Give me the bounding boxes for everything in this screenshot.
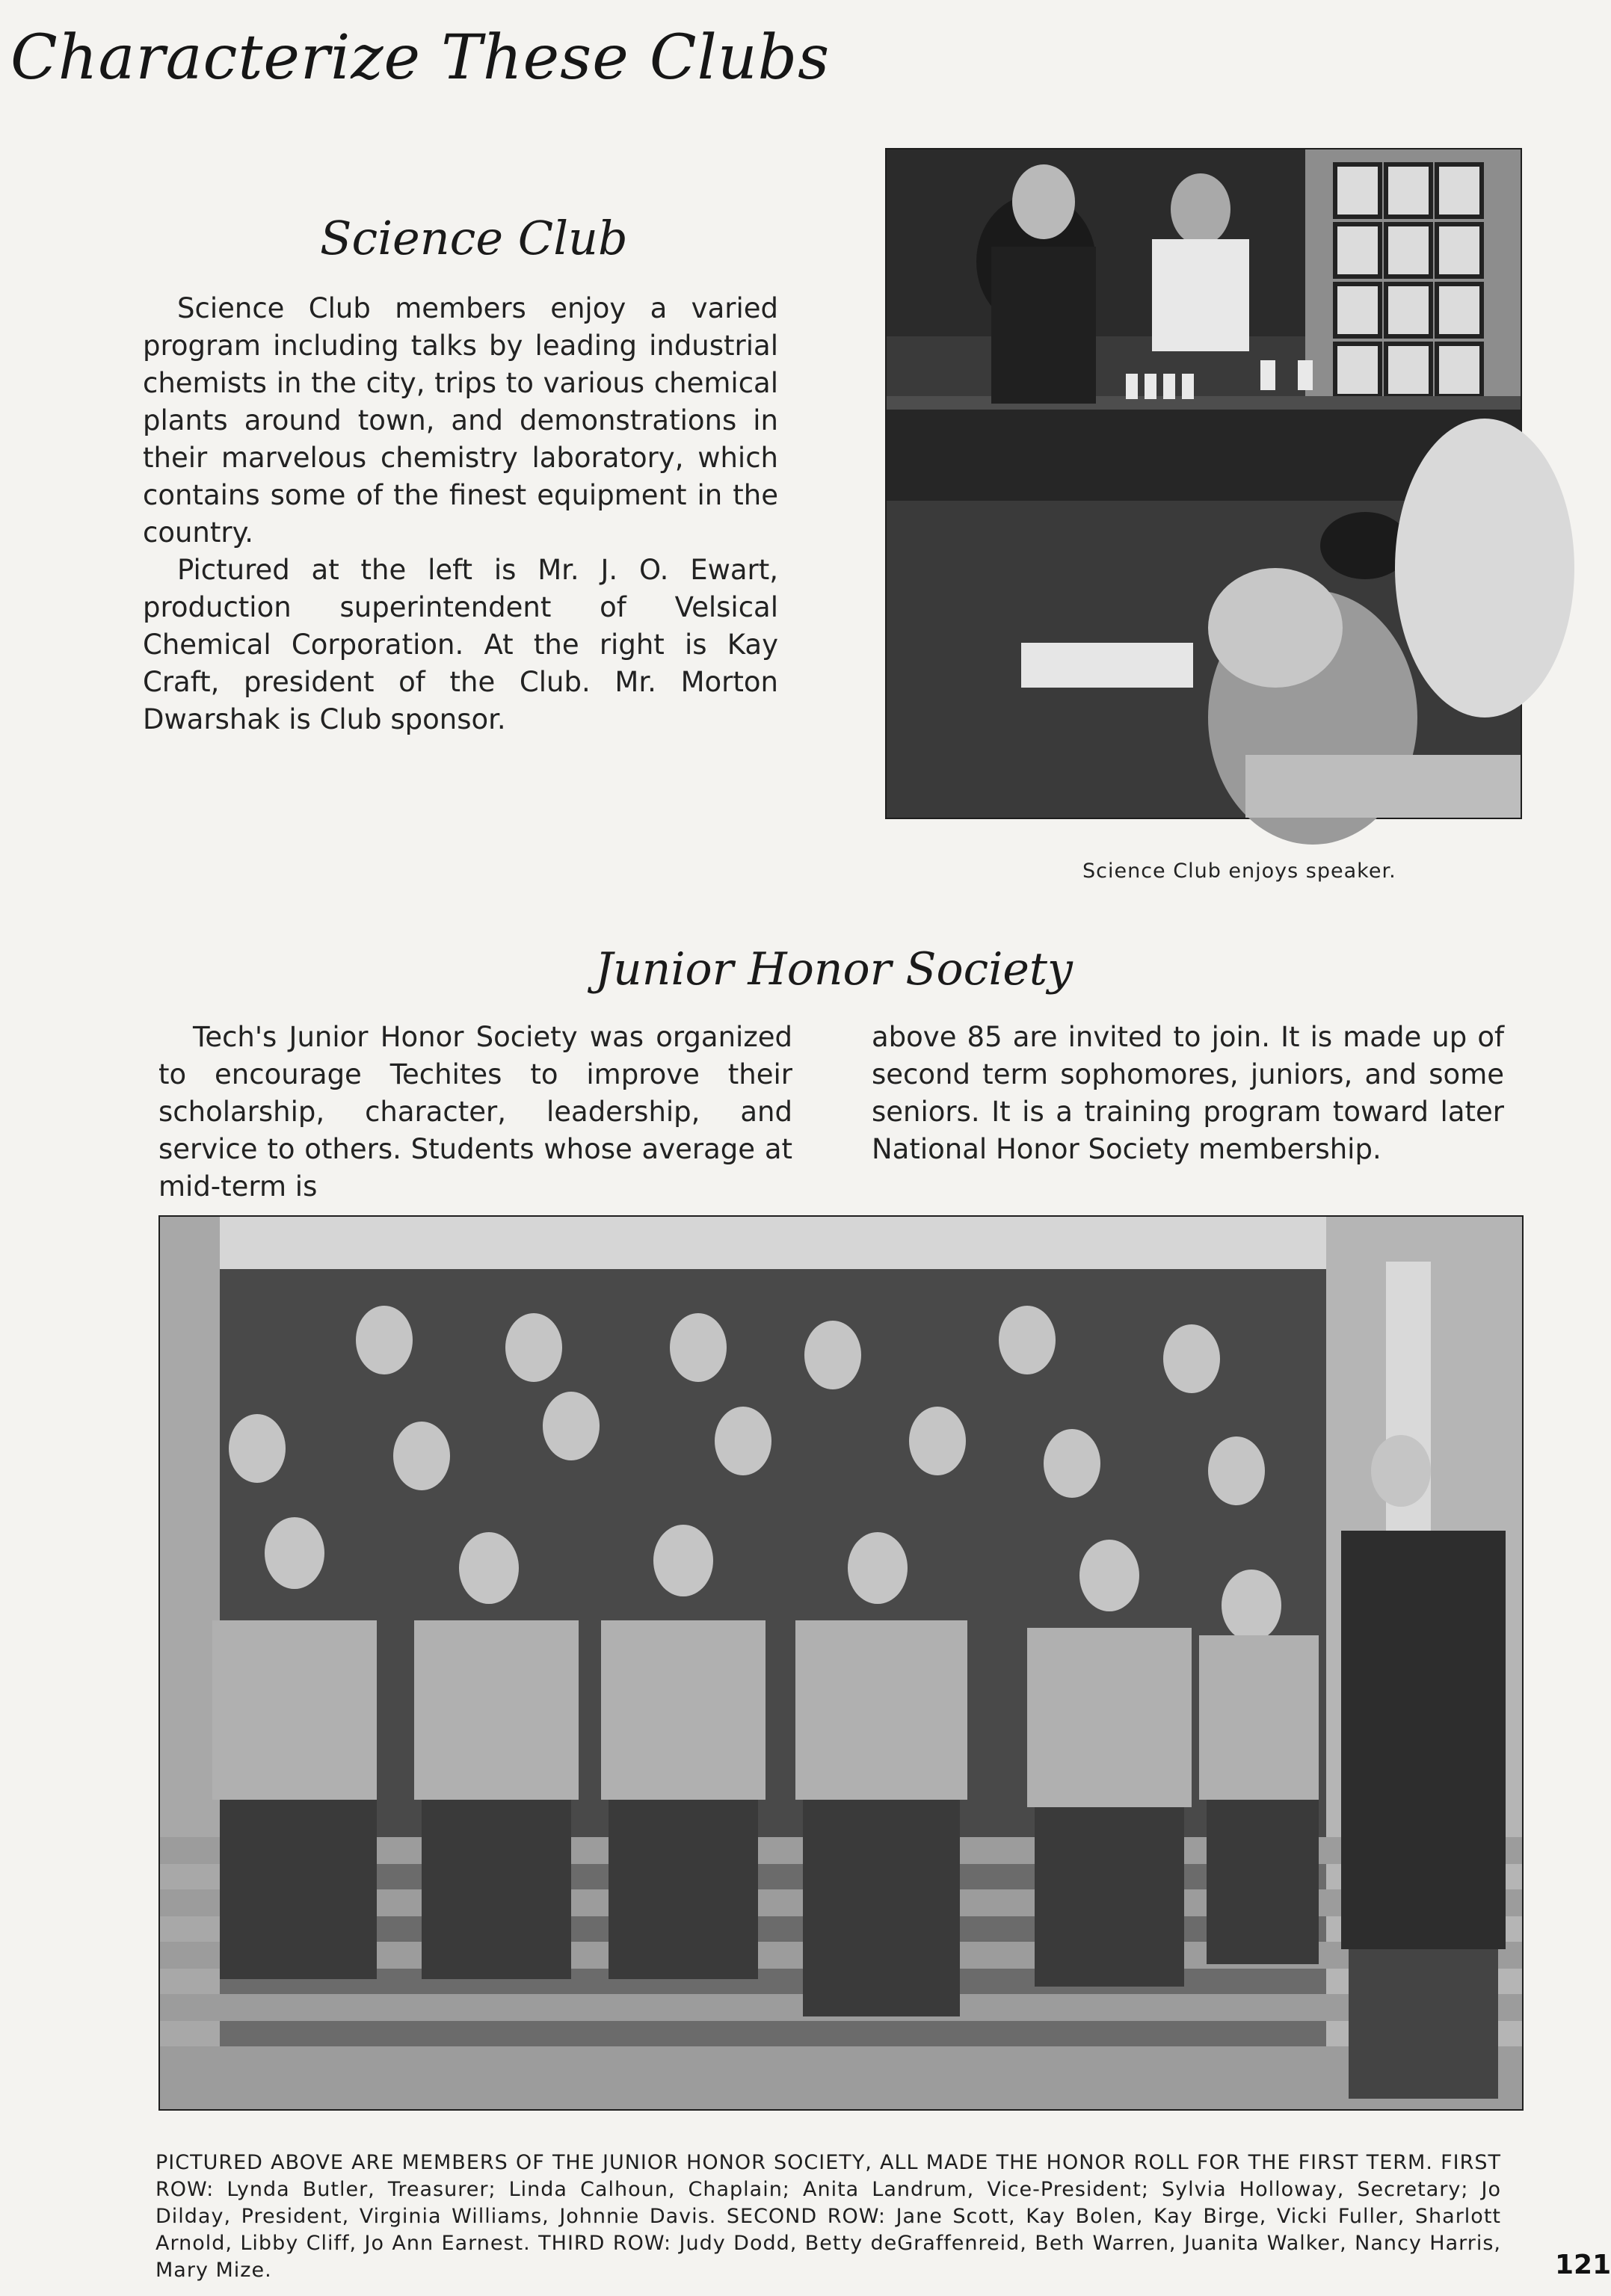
page-title: Characterize These Clubs (10, 22, 831, 93)
group-photo-illustration (160, 1217, 1522, 2109)
science-club-photo-caption: Science Club enjoys speaker. (1082, 860, 1396, 883)
science-club-paragraph-1: Science Club members enjoy a varied program including talks by leading industrial chemists in the city, trips to various chemical plants around town, and demonstrations in their marvelous chemistry laboratory, which contains some of the finest equipment in the country. (143, 292, 778, 549)
junior-honor-society-column-2: above 85 are invited to join. It is made up of second term sophomores, juniors, and some seniors. It is a training program toward later National Honor Society membership. (872, 1021, 1504, 1165)
science-club-photo (885, 148, 1522, 819)
junior-honor-society-photo-caption: PICTURED ABOVE ARE MEMBERS OF THE JUNIOR HONOR SOCIETY, ALL MADE THE HONOR ROLL FOR THE FIRST TERM. FIRST ROW: Lynda Butler, Treasurer; Linda Calhoun, Chaplain; Anita Landrum, Vice-President; Sylvia Holloway, Secretary; Jo Dilday, President, Virginia Williams, Johnnie Davis. SECOND ROW: Jane Scott, Kay Bolen, Kay Birge, Vicki Fuller, Sharlott Arnold, Libby Cliff, Jo Ann Earnest. THIRD ROW: Judy Dodd, Betty deGraffenreid, Beth Warren, Juanita Walker, Nancy Harris, Mary Mize. (155, 2151, 1501, 2282)
junior-honor-society-heading: Junior Honor Society (595, 943, 1073, 996)
science-club-paragraph-2: Pictured at the left is Mr. J. O. Ewart, production superintendent of Velsical Chemical Corporation. At the right is Kay Craft, president of the Club. Mr. Morton Dwarshak is Club sponsor. (143, 554, 778, 735)
junior-honor-society-column-1: Tech's Junior Honor Society was organized to encourage Techites to improve their scholarship, character, leadership, and service to others. Students whose average at mid-term is (158, 1021, 792, 1203)
science-club-heading: Science Club (320, 211, 628, 265)
junior-honor-society-group-photo (158, 1215, 1524, 2111)
page-number: 121 (1555, 2250, 1611, 2280)
science-club-photo-illustration (887, 149, 1521, 818)
